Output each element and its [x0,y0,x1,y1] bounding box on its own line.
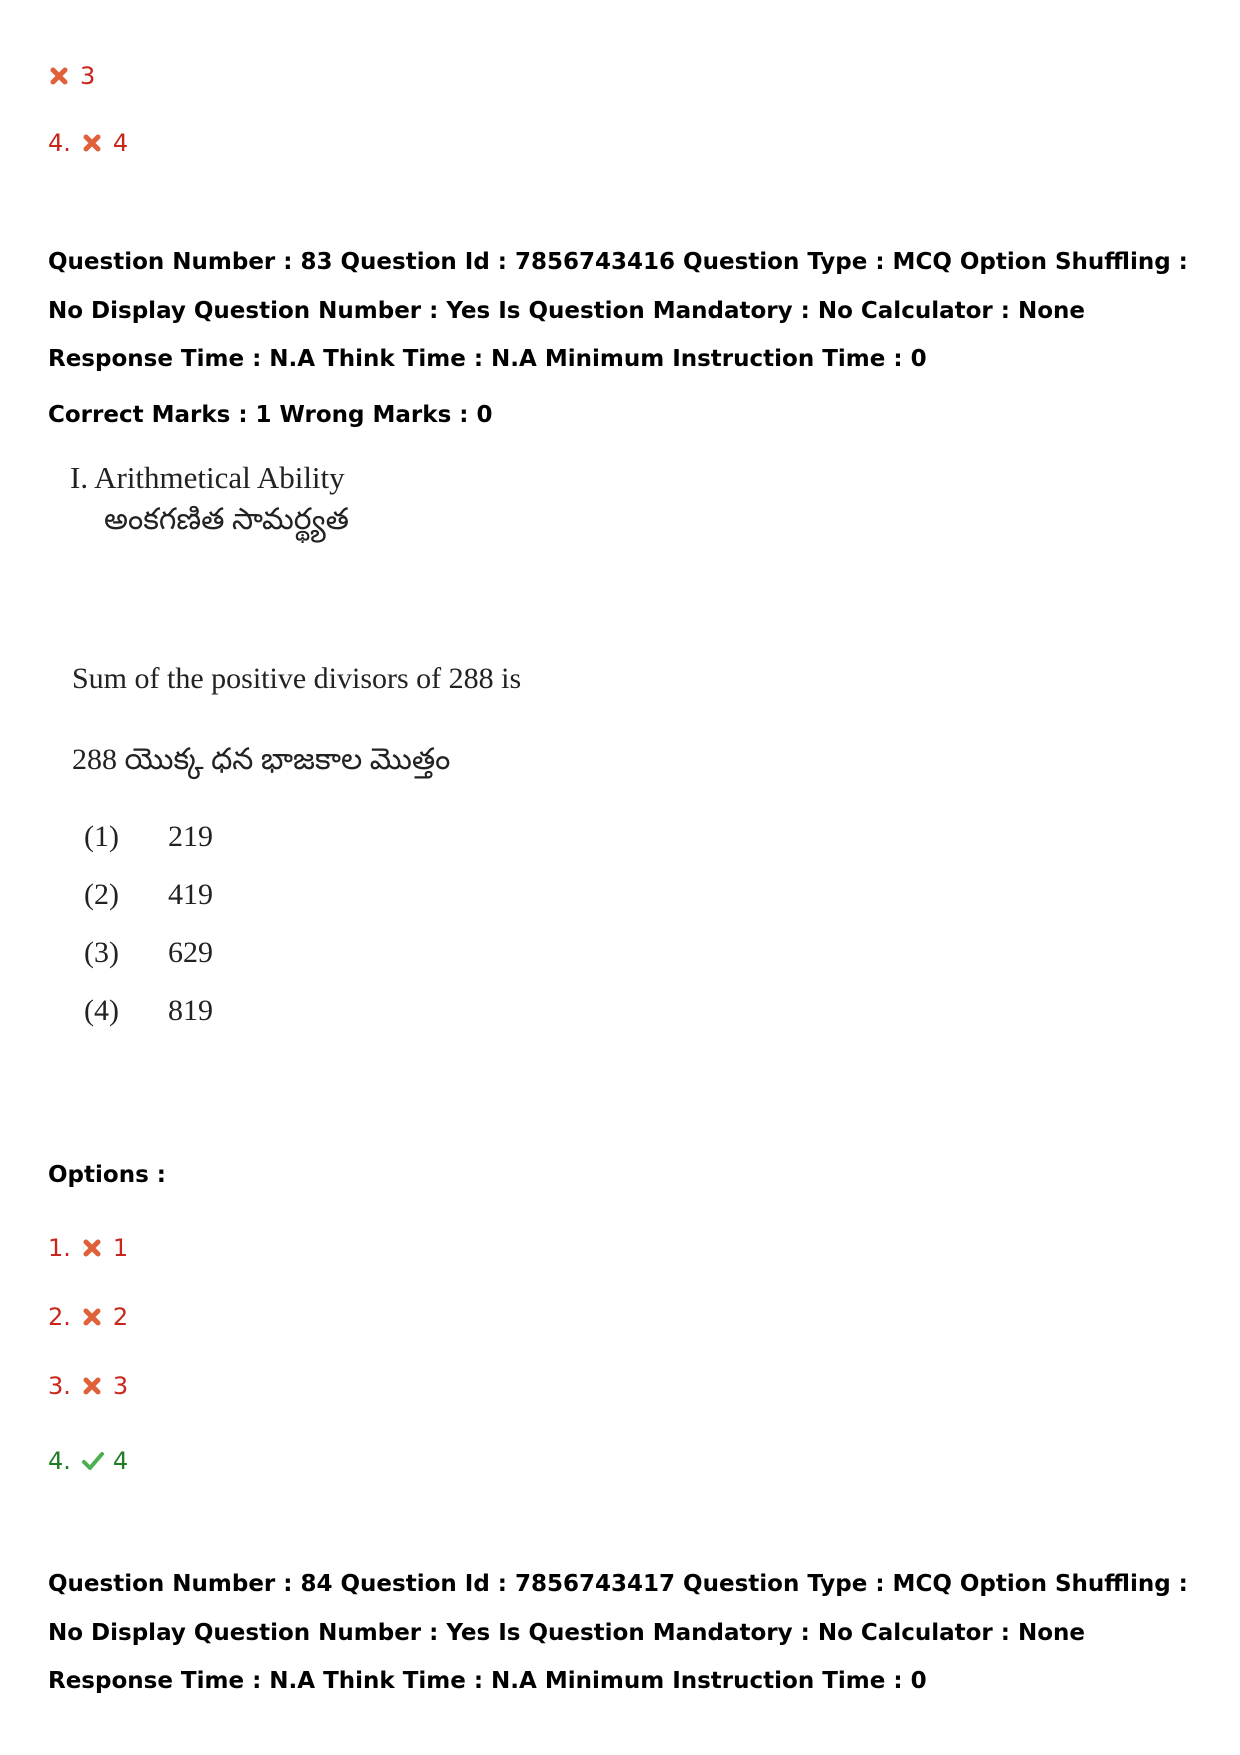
cross-icon [48,65,70,87]
prev-option-3 [48,61,95,91]
check-icon [81,1450,103,1472]
question-83-meta: Question Number : 83 Question Id : 7856743416 Question Type : MCQ Option Shuffling : No Display Question Number : Yes Is Question Mandatory : No Calculator : None Response Time : N.A Think Time : N.A Minimum Instruction Time : 0 [48,249,1188,372]
choice-label: (1) [84,820,119,853]
option-value: 4 [112,129,129,157]
cross-icon [81,1306,103,1328]
option-value: 4 [112,1447,129,1475]
prev-option-4 [48,128,128,158]
question-84-meta: Question Number : 84 Question Id : 7856743417 Question Type : MCQ Option Shuffling : No Display Question Number : Yes Is Question Mandatory : No Calculator : None Response Time : N.A Think Time : N.A Minimum Instruction Time : 0 [48,1571,1188,1694]
choice-label: (2) [84,878,119,911]
option-value: 2 [112,1303,129,1331]
question-83-marks: Correct Marks : 1 Wrong Marks : 0 [48,402,493,428]
section-title: I. Arithmetical Ability [70,460,345,495]
question-text-telugu: 288 యొక్క ధన భాజకాల మొత్తం [72,743,451,776]
option-number: 4. [48,129,71,157]
cross-icon [81,1237,103,1259]
option-2 [48,1302,128,1332]
choice-label: (3) [84,936,119,969]
option-4 [48,1446,128,1476]
option-number: 3. [48,1372,71,1400]
question-text-english: Sum of the positive divisors of 288 is [72,662,522,695]
option-value: 1 [112,1234,129,1262]
option-value: 3 [112,1372,129,1400]
cross-icon [81,132,103,154]
option-number: 1. [48,1234,71,1262]
options-heading: Options : [48,1162,166,1188]
choice-value: 629 [168,936,213,969]
option-number: 4. [48,1447,71,1475]
choice-1 [84,817,213,857]
section-title-telugu: అంకగణిత సామర్థ్యత [104,503,349,536]
choice-label: (4) [84,994,119,1027]
choice-value: 819 [168,994,213,1027]
choice-4 [84,991,213,1031]
option-value: 3 [80,62,96,90]
option-3 [48,1371,128,1401]
option-number: 2. [48,1303,71,1331]
cross-icon [81,1375,103,1397]
choice-value: 419 [168,878,213,911]
choice-3 [84,933,213,973]
option-1 [48,1233,128,1263]
choice-2 [84,875,213,915]
choice-value: 219 [168,820,213,853]
